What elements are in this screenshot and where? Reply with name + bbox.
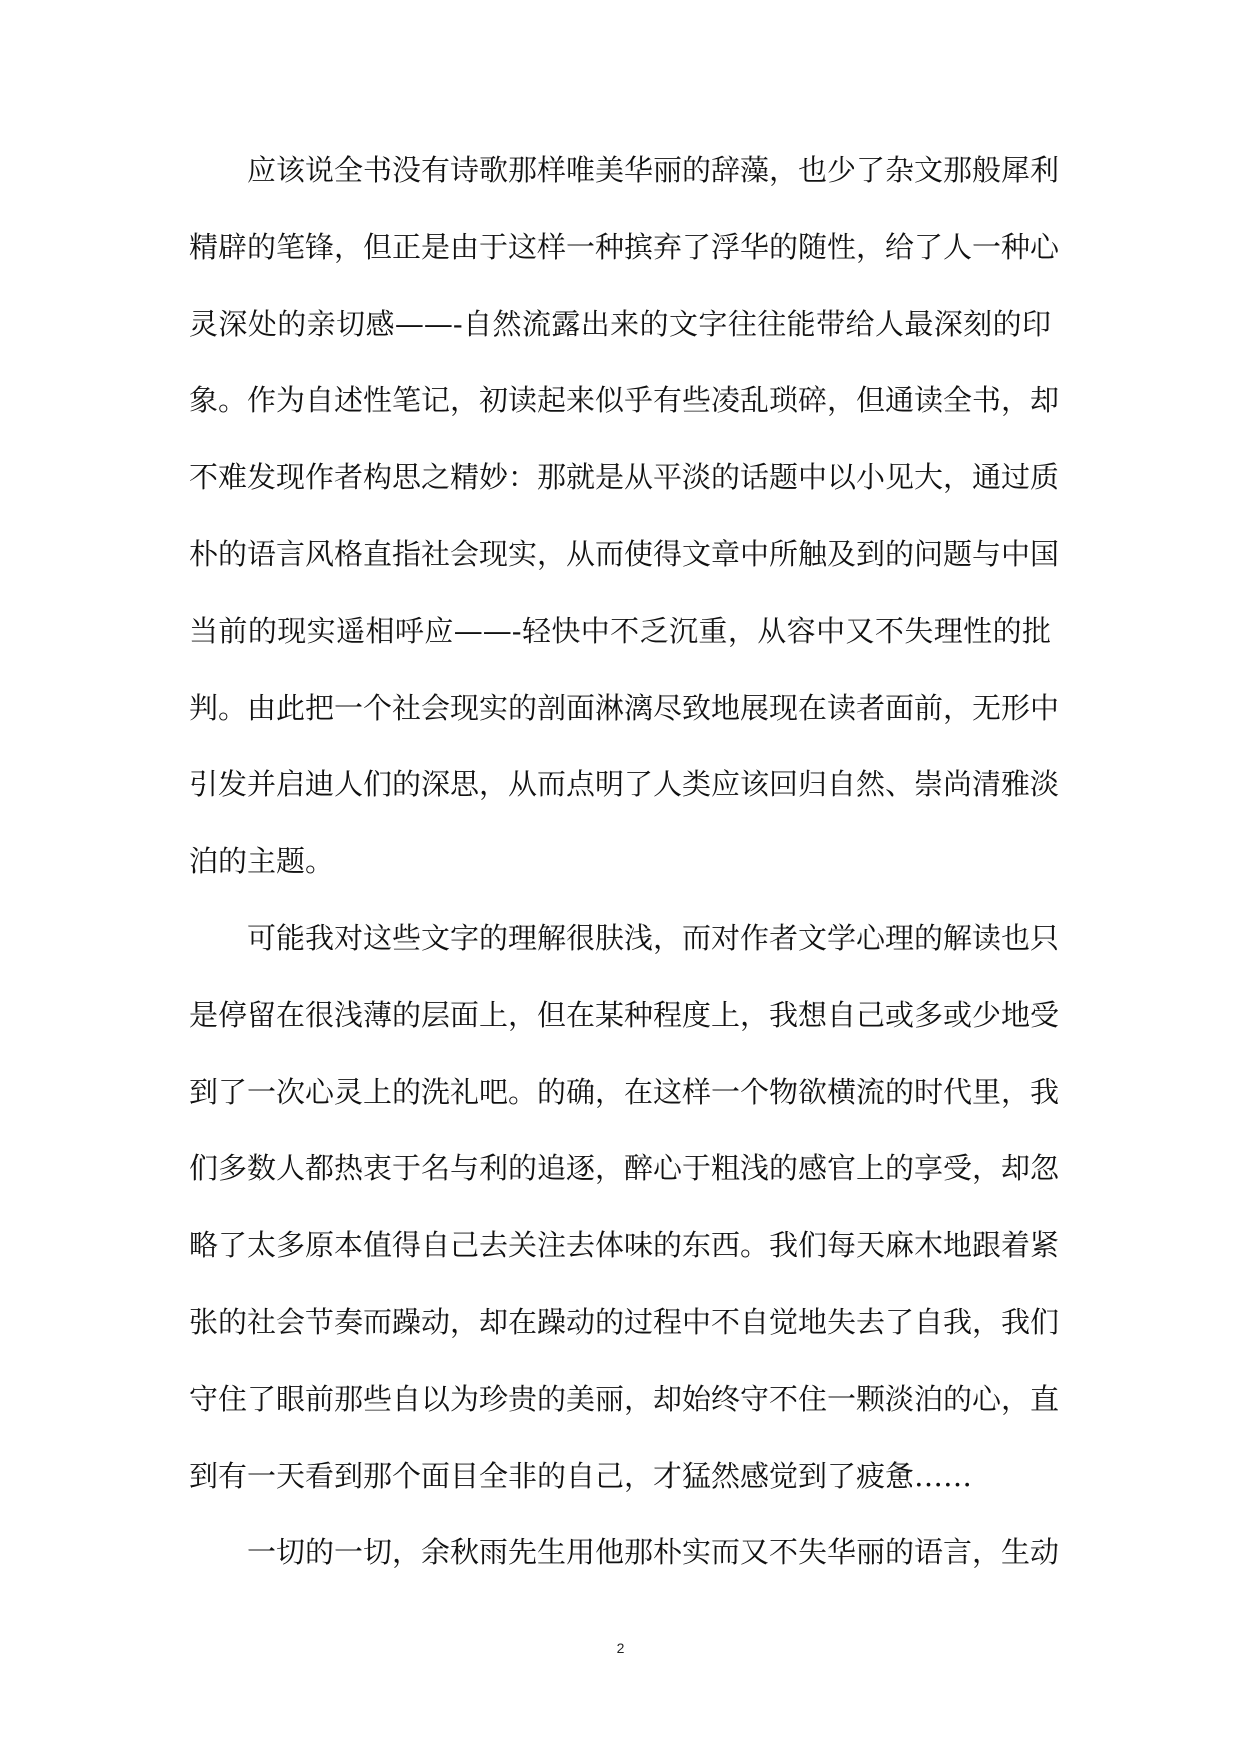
paragraph-2-line-4: 们多数人都热衷于名与利的追逐，醉心于粗浅的感官上的享受，却忽 xyxy=(189,1151,1060,1186)
paragraph-1-line-6: 朴的语言风格直指社会现实，从而使得文章中所触及到的问题与中国 xyxy=(189,536,1060,571)
paragraph-3-line-1: 一切的一切，余秋雨先生用他那朴实而又不失华丽的语言，生动 xyxy=(247,1535,1060,1570)
page-number: 2 xyxy=(616,1640,625,1656)
paragraph-2-line-2: 是停留在很浅薄的层面上，但在某种程度上，我想自己或多或少地受 xyxy=(189,997,1060,1032)
paragraph-1-line-2: 精辟的笔锋，但正是由于这样一种摈弃了浮华的随性，给了人一种心 xyxy=(189,229,1060,264)
body-text xyxy=(189,132,1060,1591)
paragraph-1-line-5: 不难发现作者构思之精妙：那就是从平淡的话题中以小见大，通过质 xyxy=(189,460,1060,495)
paragraph-1-line-7: 当前的现实遥相呼应——-轻快中不乏沉重，从容中又不失理性的批 xyxy=(189,613,1051,648)
paragraph-2-line-7: 守住了眼前那些自以为珍贵的美丽，却始终守不住一颗淡泊的心，直 xyxy=(189,1381,1060,1416)
paragraph-2-line-3: 到了一次心灵上的洗礼吧。的确，在这样一个物欲横流的时代里，我 xyxy=(189,1074,1060,1109)
paragraph-1-line-3: 灵深处的亲切感——-自然流露出来的文字往往能带给人最深刻的印 xyxy=(189,306,1051,341)
paragraph-1-line-8: 判。由此把一个社会现实的剖面淋漓尽致地展现在读者面前，无形中 xyxy=(189,690,1060,725)
paragraph-1-line-9: 引发并启迪人们的深思，从而点明了人类应该回归自然、崇尚清雅淡 xyxy=(189,767,1060,802)
paragraph-2-line-5: 略了太多原本值得自己去关注去体味的东西。我们每天麻木地跟着紧 xyxy=(189,1228,1060,1263)
paragraph-2-line-1: 可能我对这些文字的理解很肤浅，而对作者文学心理的解读也只 xyxy=(247,920,1060,955)
paragraph-1-line-10: 泊的主题。 xyxy=(189,844,335,879)
paragraph-1-line-4: 象。作为自述性笔记，初读起来似乎有些凌乱琐碎，但通读全书，却 xyxy=(189,383,1060,418)
paragraph-1-line-1: 应该说全书没有诗歌那样唯美华丽的辞藻，也少了杂文那般犀利 xyxy=(247,153,1060,187)
paragraph-2-line-6: 张的社会节奏而躁动，却在躁动的过程中不自觉地失去了自我，我们 xyxy=(189,1304,1060,1339)
paragraph-2-line-8: 到有一天看到那个面目全非的自己，才猛然感觉到了疲惫…… xyxy=(189,1458,973,1493)
